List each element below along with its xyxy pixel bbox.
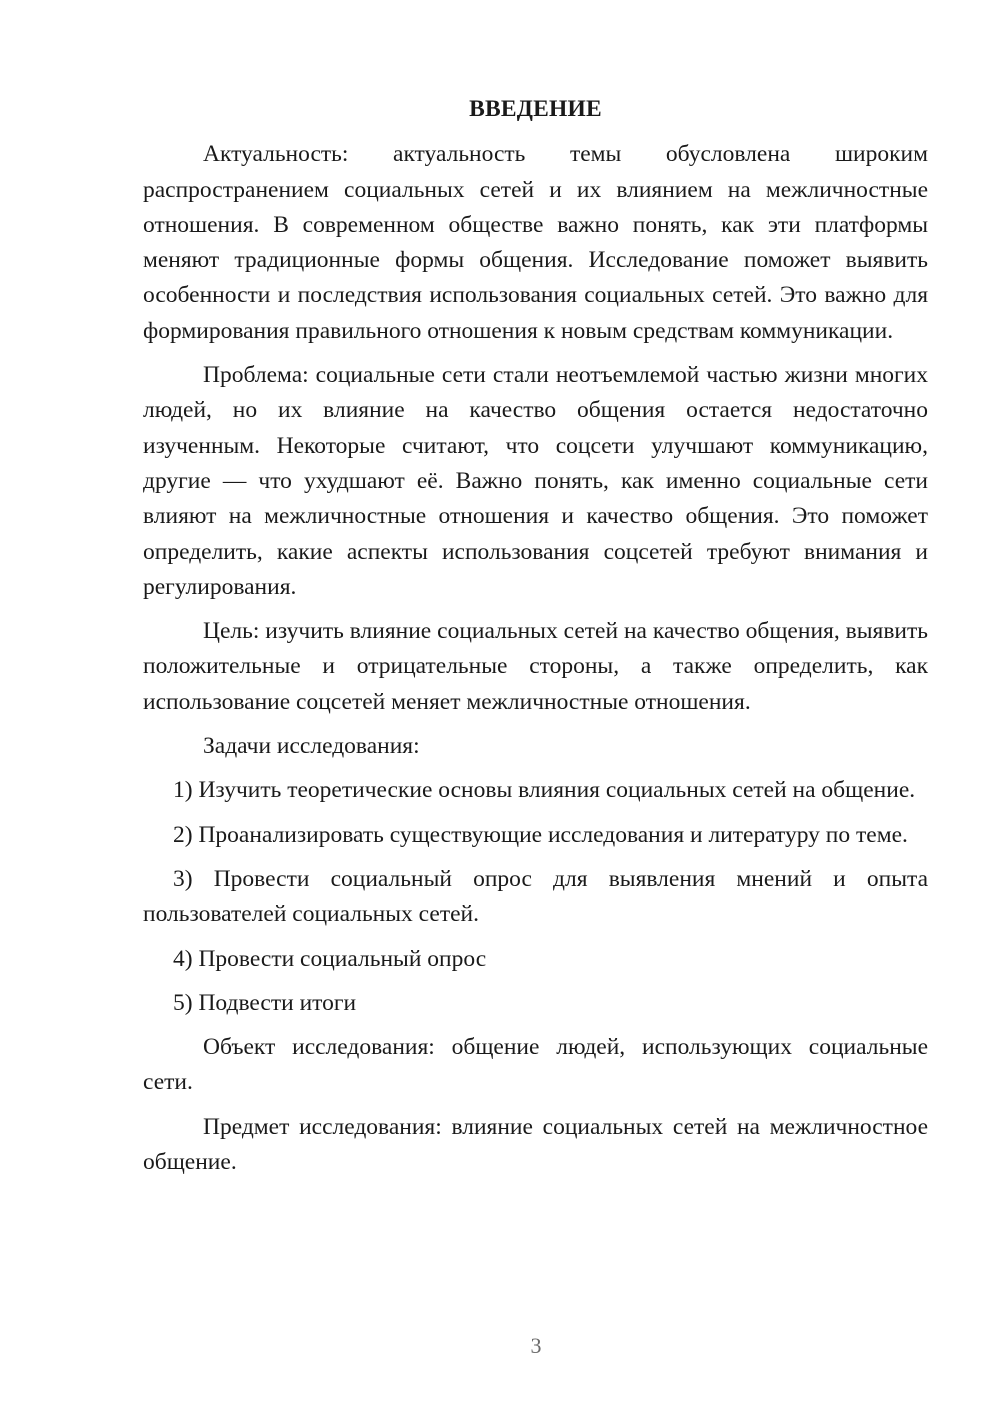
relevance-paragraph: Актуальность: актуальность темы обусловлена широким распространением социальных сетей и их влиянием на межличностные отношения. В современном обществе важно понять, как эти платформы меняют традиционные формы общения. Исследование поможет выявить особенности и последствия использования социальных сетей. Это важно для формирования правильного отношения к новым средствам коммуникации.	[143, 141, 928, 344]
task-item: 3) Провести социальный опрос для выявления мнений и опыта пользователей социальных сетей.	[143, 865, 928, 928]
task-item: 2) Проанализировать существующие исследования и литературу по теме.	[173, 821, 908, 848]
goal-paragraph: Цель: изучить влияние социальных сетей на качество общения, выявить положительные и отрицательные стороны, а также определить, как использование соцсетей меняет межличностные отношения.	[143, 618, 928, 715]
problem-paragraph: Проблема: социальные сети стали неотъемлемой частью жизни многих людей, но их влияние на качество общения остается недостаточно изученным. Некоторые считают, что соцсети улучшают коммуникацию, другие — что ухудшают её. Важно понять, как именно социальные сети влияют на межличностные отношения и качество общения. Это поможет определить, какие аспекты использования соцсетей требуют внимания и регулирования.	[143, 362, 928, 600]
subject-paragraph: Предмет исследования: влияние социальных сетей на межличностное общение.	[143, 1113, 928, 1176]
task-item: 5) Подвести итоги	[173, 989, 357, 1016]
tasks-heading: Задачи исследования:	[203, 733, 420, 760]
task-item: 4) Провести социальный опрос	[173, 945, 487, 972]
object-paragraph: Объект исследования: общение людей, использующих социальные сети.	[143, 1034, 928, 1096]
page-number: 3	[530, 1333, 542, 1358]
task-item: 1) Изучить теоретические основы влияния социальных сетей на общение.	[173, 777, 916, 804]
document-page	[143, 92, 928, 1189]
section-title: ВВЕДЕНИЕ	[469, 96, 602, 122]
